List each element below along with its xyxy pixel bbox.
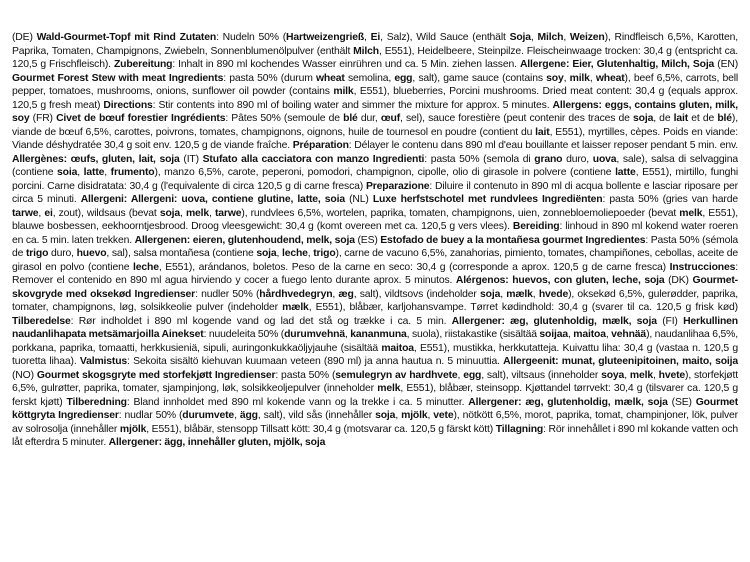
bold-text-segment: Alérgenos: huevos, con gluten, leche, soja	[455, 275, 665, 286]
bold-text-segment: durumvete	[182, 410, 235, 421]
text-segment: : Inhalt in 890 ml kochendes Wasser einrühren und ca. 5 Min. ziehen lassen.	[172, 59, 520, 70]
text-segment: , sel), sauce forestière (peut contenir des traces de	[400, 113, 634, 124]
bold-text-segment: Allergenen: eieren, glutenhoudend, melk, soja	[134, 234, 355, 246]
bold-text-segment: latte	[615, 167, 636, 178]
text-segment: ,	[104, 167, 111, 178]
bold-text-segment: Zubereitung	[113, 59, 173, 70]
bold-text-segment: mælk	[506, 288, 533, 300]
bold-text-segment: wheat	[315, 72, 345, 84]
bold-text-segment: soy	[546, 72, 564, 84]
text-segment: , E551), Heidelbeere, Steinpilze. Fleischeinwaage trocken: 30,4 g (entspricht ca. 120,5 g Frischfleisch).	[12, 45, 739, 70]
text-segment: , sale), salsa di selvaggina (contiene	[12, 153, 738, 178]
text-segment: ,	[563, 72, 570, 84]
bold-text-segment: vete	[433, 410, 454, 421]
bold-text-segment: Luxe herfstschotel met rundvlees Ingrediënten	[372, 194, 603, 205]
bold-text-segment: Wald-Gourmet-Topf mit Rind	[36, 32, 176, 43]
text-segment: ,	[276, 248, 282, 259]
text-segment: ), rundvlees 6,5%, wortelen, paprika, tomaten, champignons, uien, zonnebloemoliepoeder (bevat	[241, 207, 680, 219]
bold-text-segment: melk	[679, 207, 703, 219]
bold-text-segment: Préparation	[292, 140, 349, 151]
text-segment: , E551), blåbær, steinsopp. Kjøttandel tørrvekt: 30,4 g (tilsvarer ca. 120,5 g ferskt kjøtt)	[12, 383, 738, 408]
bold-text-segment: Stufato alla cacciatora con manzo Ingredienti	[202, 153, 425, 165]
text-segment: (IT)	[179, 153, 203, 165]
text-segment: , E551), arándanos, boletos. Peso de la carne en seco: 30,4 g (corresponde a aprox. 120,5 g de carne fresca)	[158, 261, 670, 273]
bold-text-segment: Gourmet-skovgryde med oksekød Ingredienser	[12, 275, 738, 300]
text-segment: : pasta 50% (	[275, 369, 336, 381]
text-segment: duro,	[562, 153, 593, 165]
text-segment: : Nudeln 50% (	[216, 32, 287, 43]
text-segment: ,	[364, 32, 371, 43]
text-segment: : nudler 50% (	[195, 288, 260, 300]
bold-text-segment: Gourmet skogsgryte med storfekjøtt Ingredienser	[36, 369, 276, 381]
bold-text-segment: soja	[159, 207, 181, 219]
bold-text-segment: kananmuna	[350, 329, 407, 340]
text-segment: ,	[180, 207, 186, 219]
text-segment: ,	[589, 72, 596, 84]
text-segment: , E551), blauwe bosbessen, eekhoorntjesbrood. Droog vleesgewicht: 30,4 g (komt overeen met ca. 120,5 g vers vlees).	[12, 207, 738, 232]
bold-text-segment: Allergens: eggs, contains gluten, milk, soy	[12, 99, 738, 124]
bold-text-segment: Civet de bœuf forestier Ingrédients	[56, 113, 226, 124]
bold-text-segment: soja	[480, 288, 501, 300]
text-segment: (NO)	[12, 369, 37, 381]
bold-text-segment: mjölk	[401, 410, 428, 421]
text-segment: ,	[652, 369, 659, 381]
bold-text-segment: Tilberedning	[66, 396, 127, 408]
bold-text-segment: tarwe	[12, 207, 39, 219]
bold-text-segment: Milch	[353, 45, 379, 57]
text-segment: ), naudanlihaa 6,5%, porkkana, paprika, tomaatti, herkkusieniä, sipuli, auringonkukkaöljyjauhe (sisältää	[12, 329, 739, 354]
bold-text-segment: Zutaten	[179, 32, 217, 43]
text-segment: dur,	[357, 113, 381, 124]
bold-text-segment: Tillagning	[495, 423, 544, 435]
multilingual-ingredient-text	[12, 31, 738, 450]
text-segment: ), manzo 6,5%, carote, peperoni, pomodori, champignon, cipolle, olio di girasole in polvere (contiene	[154, 167, 616, 178]
text-segment: ,	[332, 288, 339, 300]
text-segment: ,	[567, 329, 574, 340]
bold-text-segment: grano	[534, 153, 563, 165]
bold-text-segment: milk	[569, 72, 590, 84]
text-segment: , E551), mirtillo, funghi porcini. Carne disidratata: 30,4 g (l'equivalente di circa 120,5 g di carne fresca)	[12, 167, 739, 192]
text-segment: : Pâtes 50% (semoule de	[225, 113, 344, 124]
bold-text-segment: Weizen	[569, 32, 605, 43]
bold-text-segment: leche	[281, 248, 308, 259]
bold-text-segment: maitoa	[573, 329, 606, 340]
text-segment: , salt), vild sås (innehåller	[257, 410, 376, 421]
text-segment: ,	[38, 207, 45, 219]
bold-text-segment: Allergènes: œufs, gluten, lait, soja	[12, 153, 180, 165]
text-segment: , salt), vildtsovs (indeholder	[353, 288, 481, 300]
text-segment: , E551), blueberries, Porcini mushrooms. Dried meat content: 30,4 g (equals approx. 120,5 g fresh meat)	[12, 86, 738, 111]
text-segment: : Stir contents into 890 ml of boiling water and simmer the mixture for approx. 5 minutes.	[152, 99, 553, 111]
text-segment: , salt), viltsaus (inneholder	[481, 369, 602, 381]
bold-text-segment: latte	[83, 167, 105, 178]
text-segment: ), nötkött 6,5%, morot, paprika, tomat, champinjoner, lök, pulver av solrosolja (innehåller	[12, 410, 738, 435]
text-segment: (FI)	[656, 315, 684, 327]
text-segment: ), storfekjøtt 6,5%, gulrøtter, paprika, tomater, sjampinjong, løk, solsikkeoljepulver (inneholder	[12, 369, 738, 394]
bold-text-segment: egg	[394, 72, 413, 84]
bold-text-segment: wheat	[595, 72, 625, 84]
bold-text-segment: maitoa	[381, 342, 414, 354]
text-segment: , E551), blåbær, karljohansvampe. Tørret kødindhold: 30,4 g (svarer til ca. 120,5 g frisk kød)	[308, 302, 738, 313]
text-segment: , E551), myrtilles, cèpes. Poids en viande: Viande déshydratée 30,4 g soit env. 120,5 g de viande fraîche.	[12, 126, 738, 151]
text-segment: , suola), riistakastike (sisältää	[406, 329, 540, 340]
bold-text-segment: soijaa	[539, 329, 568, 340]
bold-text-segment: ei	[44, 207, 53, 219]
bold-text-segment: Valmistus	[79, 356, 128, 367]
bold-text-segment: tarwe	[214, 207, 242, 219]
text-segment: ,	[532, 288, 539, 300]
text-segment: semolina,	[344, 72, 395, 84]
text-segment: ), oksekød 6,5%, gulerødder, paprika, tomater, champignons, løg, solsikkeolie pulver (indeholder	[12, 288, 738, 313]
text-segment: ,	[395, 410, 402, 421]
bold-text-segment: hvede	[538, 288, 569, 300]
bold-text-segment: Bereiding	[512, 221, 560, 232]
bold-text-segment: Milch	[537, 32, 564, 43]
bold-text-segment: Allergener: æg, glutenholdig, mælk, soja	[451, 315, 657, 327]
bold-text-segment: Allergener: ägg, innehåller gluten, mjölk, soja	[108, 437, 326, 448]
bold-text-segment: Soja	[509, 32, 531, 43]
bold-text-segment: mjölk	[119, 423, 147, 435]
text-segment: ,	[563, 32, 570, 43]
text-segment: duro,	[48, 248, 77, 259]
text-segment: : Remover el contenido en 890 ml agua hirviendo y cocer a fuego lento durante aprox. 5 minutos.	[12, 261, 738, 286]
text-segment: ,	[344, 329, 351, 340]
text-segment: : Rør indholdet i 890 ml kogende vand og lad det stå og trække i ca. 5 min.	[70, 315, 452, 327]
text-segment: (NL)	[344, 194, 373, 205]
text-segment: ,	[605, 329, 612, 340]
bold-text-segment: Preparazione	[365, 180, 430, 192]
text-segment: (DE)	[12, 32, 37, 43]
bold-text-segment: Hartweizengrieß	[286, 32, 365, 43]
text-segment: ,	[209, 207, 215, 219]
bold-text-segment: Ei	[370, 32, 381, 43]
text-segment: ,	[624, 369, 630, 381]
bold-text-segment: blé	[343, 113, 358, 124]
text-segment: , salt), game sauce (contains	[412, 72, 547, 84]
text-segment: : Pasta 50% (sémola de	[12, 234, 739, 259]
text-segment: : Délayer le contenu dans 890 ml d'eau bouillante et laisser reposer pendant 5 min. env.	[348, 140, 738, 151]
text-segment: (ES)	[354, 234, 381, 246]
text-segment: (FR)	[29, 113, 57, 124]
bold-text-segment: frumento	[110, 167, 155, 178]
bold-text-segment: Allergene: Eier, Glutenhaltig, Milch, Soja	[519, 59, 715, 70]
bold-text-segment: Instrucciones	[669, 261, 736, 273]
bold-text-segment: egg	[463, 369, 482, 381]
bold-text-segment: blé	[717, 113, 732, 124]
bold-text-segment: hvete	[658, 369, 686, 381]
bold-text-segment: ägg	[239, 410, 258, 421]
text-segment: (DK)	[664, 275, 693, 286]
text-segment: ), viande de bœuf 6,5%, carottes, poivrons, tomates, champignons, oignons, huile de tournesol en poudre (contient du	[12, 113, 738, 138]
bold-text-segment: melk	[629, 369, 653, 381]
bold-text-segment: œuf	[380, 113, 401, 124]
bold-text-segment: hårdhvedegryn	[259, 288, 333, 300]
text-segment: , de	[653, 113, 674, 124]
text-segment: : Diluire il contenuto in 890 ml di acqua bollente e lasciar riposare per circa 5 minuti.	[12, 180, 738, 205]
bold-text-segment: lait	[673, 113, 689, 124]
text-segment: : linhoud in 890 ml kokend water roeren en ca. 5 min. laten trekken.	[12, 221, 738, 246]
bold-text-segment: milk	[333, 86, 354, 97]
text-segment: : Rör innehållet i 890 ml kokande vatten och låt efterdra 5 minuter.	[12, 423, 738, 448]
bold-text-segment: soya	[601, 369, 625, 381]
bold-text-segment: huevo	[76, 248, 107, 259]
text-segment: : nudlar 50% (	[118, 410, 183, 421]
text-segment: ,	[500, 288, 507, 300]
text-segment: , Salz), Wild Sauce (enthält	[380, 32, 510, 43]
bold-text-segment: trigo	[25, 248, 49, 259]
text-segment: : Sekoita sisältö kiehuvan kuumaan veteen (890 ml) ja anna hautua n. 5 minuuttia.	[127, 356, 504, 367]
bold-text-segment: melk	[377, 383, 401, 394]
bold-text-segment: vehnää	[611, 329, 647, 340]
text-segment: ,	[307, 248, 314, 259]
bold-text-segment: soja	[375, 410, 396, 421]
bold-text-segment: Gourmet köttgryta Ingredienser	[12, 396, 738, 421]
text-segment: ,	[77, 167, 84, 178]
text-segment: ,	[234, 410, 240, 421]
bold-text-segment: Herkullinen naudanlihapata metsämarjoilla Ainekset	[12, 315, 738, 340]
bold-text-segment: Allergeenit: munat, gluteenipitoinen, maito, soija	[503, 356, 738, 367]
text-segment: : nuudeleita 50% (	[203, 329, 285, 340]
bold-text-segment: æg	[338, 288, 354, 300]
bold-text-segment: soia	[57, 167, 78, 178]
text-segment: , sal), salsa montañesa (contiene	[106, 248, 257, 259]
bold-text-segment: uova	[592, 153, 617, 165]
bold-text-segment: Directions	[103, 99, 153, 111]
bold-text-segment: Tilberedelse	[12, 315, 71, 327]
bold-text-segment: soja	[256, 248, 277, 259]
text-segment: , E551), mustikka, herkkutatteja. Kuivattu liha: 30,4 g (vastaa n. 120,5 g tuoretta lihaa).	[12, 342, 738, 367]
text-segment: , zout), wildsaus (bevat	[52, 207, 160, 219]
text-segment: ), carne de vacuno 6,5%, zanahorias, pimiento, tomates, champiñones, cebollas, aceite de girasol en polvo (contiene	[12, 248, 739, 273]
bold-text-segment: Allergener: æg, glutenholdig, mælk, soja	[468, 396, 668, 408]
text-segment: ), beef 6,5%, carrots, bell pepper, tomatoes, mushrooms, onions, sunflower oil powder (contains	[12, 72, 739, 97]
bold-text-segment: Gourmet Forest Stew with meat Ingredients	[12, 72, 224, 84]
text-segment: ,	[457, 369, 464, 381]
bold-text-segment: semulegryn av hardhvete	[335, 369, 458, 381]
text-segment: : pasta 50% (semola di	[424, 153, 535, 165]
text-segment: ,	[427, 410, 434, 421]
text-segment: , E551), blåbär, stensopp Tillsatt kött: 30,4 g (motsvarar ca. 120,5 g färskt kött)	[146, 423, 496, 435]
bold-text-segment: lait	[535, 126, 550, 138]
text-segment: et de	[688, 113, 718, 124]
bold-text-segment: leche	[133, 261, 159, 273]
bold-text-segment: melk	[185, 207, 210, 219]
text-segment: : pasta 50% (gries van harde	[602, 194, 738, 205]
text-segment: ), Rindfleisch 6,5%, Karotten, Paprika, Tomaten, Champignons, Zwiebeln, Sonnenblumenölpulver (enthält	[12, 32, 739, 57]
bold-text-segment: mælk	[282, 302, 309, 313]
bold-text-segment: trigo	[313, 248, 336, 259]
bold-text-segment: durumvehnä	[284, 329, 345, 340]
text-segment: : Bland innholdet med 890 ml kokende vann og la trekke i ca. 5 minutter.	[126, 396, 469, 408]
bold-text-segment: Estofado de buey a la montañesa gourmet Ingredientes	[380, 234, 646, 246]
bold-text-segment: Allergeni: Allergeni: uova, contiene glutine, latte, soia	[80, 194, 345, 205]
bold-text-segment: soja	[633, 113, 654, 124]
text-segment: ,	[530, 32, 538, 43]
text-segment: (SE)	[667, 396, 696, 408]
text-segment: (EN)	[714, 59, 739, 70]
text-segment: : pasta 50% (durum	[223, 72, 316, 84]
